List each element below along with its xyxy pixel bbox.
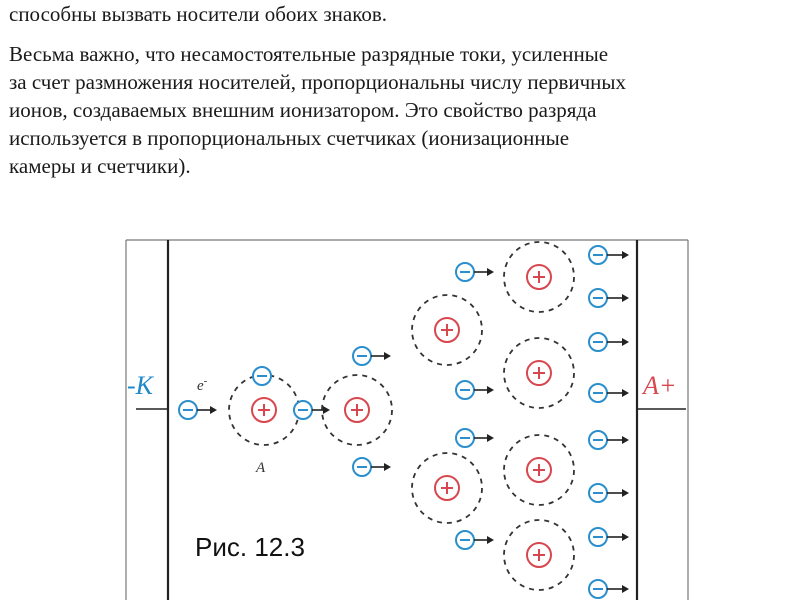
arrowhead: [622, 338, 629, 346]
paragraph-line: Весьма важно, что несамостоятельные разрядные токи, усиленные: [9, 42, 609, 66]
electron: [456, 263, 494, 281]
arrowhead: [622, 389, 629, 397]
paragraph-line: ионов, создаваемых внешним ионизатором. Это свойство разряда: [9, 98, 597, 122]
anode-label: A+: [643, 371, 677, 400]
paragraph-line: используется в пропорциональных счетчиках (ионизационные: [9, 126, 570, 150]
arrowhead: [487, 536, 494, 544]
positive-ion: [435, 476, 459, 500]
electron-charge: -: [203, 375, 208, 387]
electron: [589, 431, 629, 449]
atom-label: A: [256, 460, 266, 476]
electron: [589, 528, 629, 546]
electron: [589, 289, 629, 307]
positive-ion: [345, 398, 369, 422]
arrowhead: [622, 436, 629, 444]
arrowhead: [622, 585, 629, 593]
electron: [353, 458, 391, 476]
arrowhead: [323, 406, 330, 414]
paragraph-top: способны вызвать носители обоих знаков.: [9, 2, 388, 26]
electron-symbol: e: [197, 378, 204, 394]
electron: [589, 484, 629, 502]
arrowhead: [384, 352, 391, 360]
electron: [456, 429, 494, 447]
electron: [589, 246, 629, 264]
positive-ion: [527, 458, 551, 482]
arrowhead: [487, 268, 494, 276]
paragraph-line: за счет размножения носителей, пропорциональны числу первичных: [9, 70, 627, 94]
arrowhead: [487, 434, 494, 442]
arrowhead: [622, 251, 629, 259]
positive-ion: [527, 265, 551, 289]
arrowhead: [210, 406, 217, 414]
electron: [589, 384, 629, 402]
electron: [589, 580, 629, 598]
positive-ion: [435, 318, 459, 342]
arrowhead: [622, 489, 629, 497]
electron: [456, 531, 494, 549]
electron: [456, 381, 494, 399]
paragraph-line: камеры и счетчики).: [9, 154, 191, 178]
positive-ion: [527, 543, 551, 567]
electron: [589, 333, 629, 351]
positive-ion: [527, 361, 551, 385]
electron: [353, 347, 391, 365]
electron: [253, 367, 271, 385]
positive-ion: [252, 398, 276, 422]
cathode-label: -K: [127, 371, 153, 400]
electron: [294, 401, 330, 419]
electron: [179, 401, 217, 419]
arrowhead: [622, 294, 629, 302]
arrowhead: [384, 463, 391, 471]
arrowhead: [622, 533, 629, 541]
electron-label: [197, 375, 208, 394]
figure-caption: Рис. 12.3: [195, 532, 305, 562]
arrowhead: [487, 386, 494, 394]
